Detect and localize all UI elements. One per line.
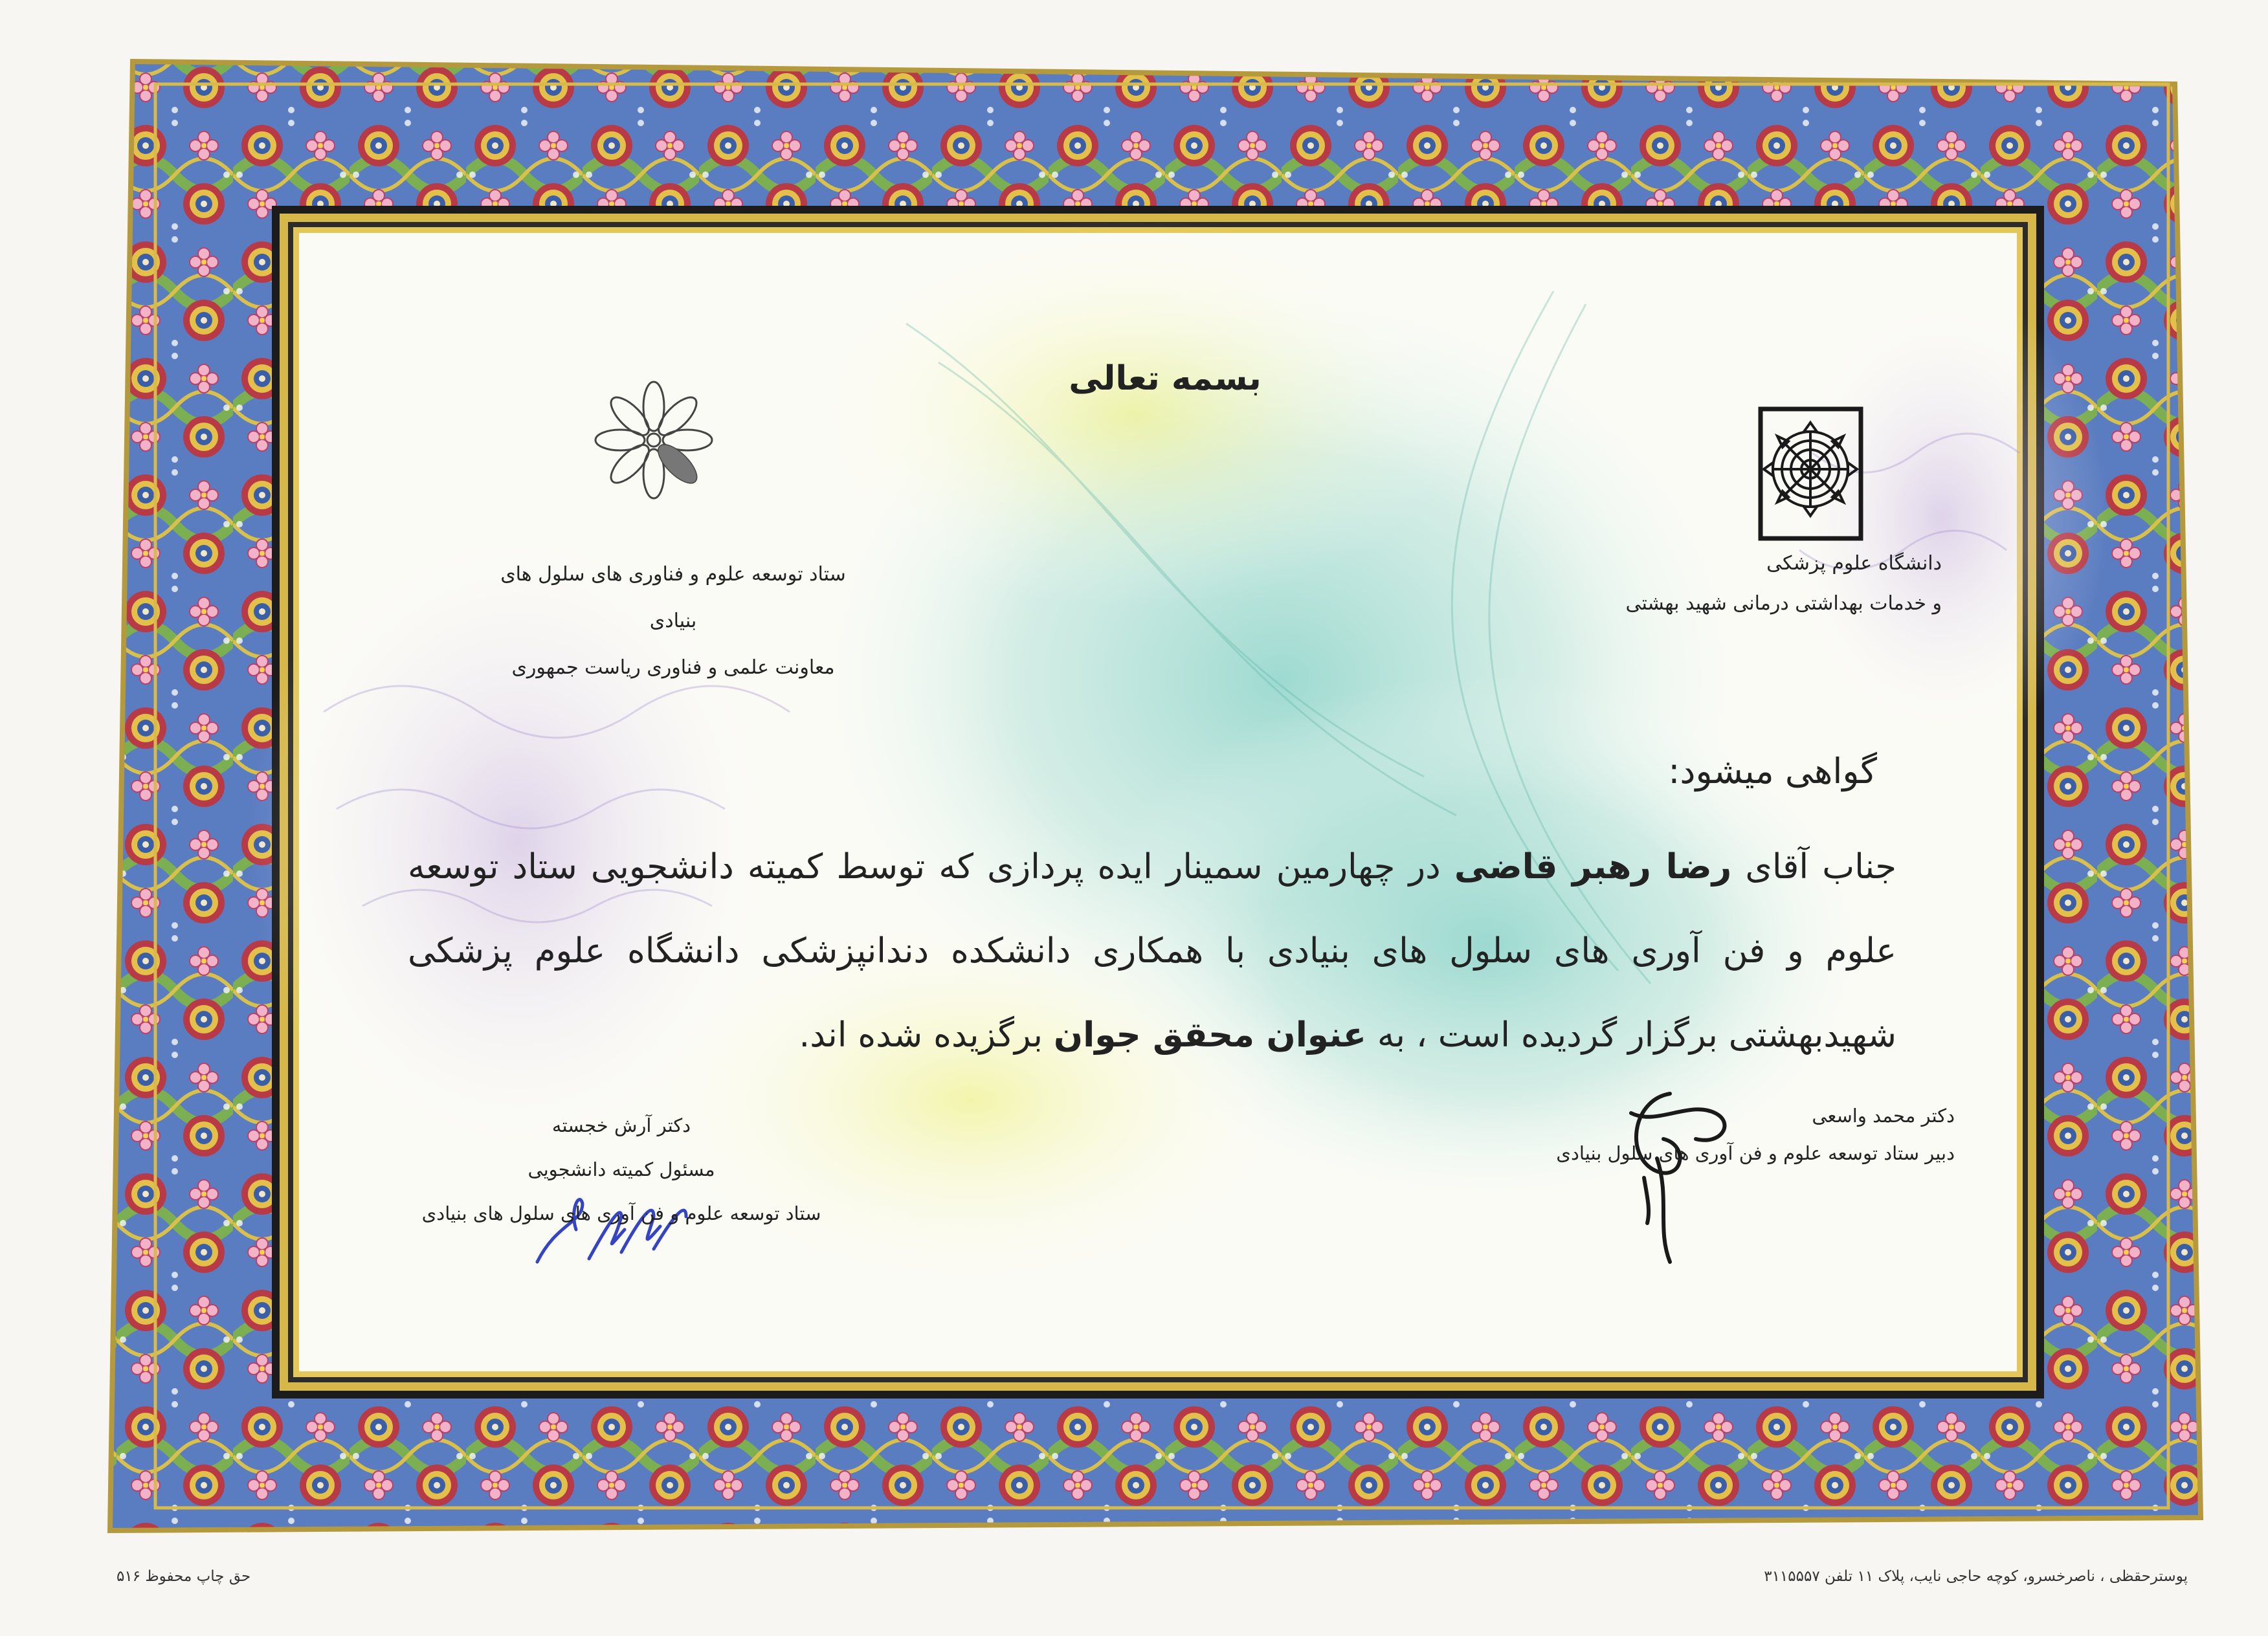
- signatory-left-name: دکتر آرش خجسته: [551, 1114, 691, 1136]
- signatory-left-org: ستاد توسعه علوم و فن آوری های سلول های بنیادی: [421, 1202, 821, 1224]
- signatory-right-role: دبیر ستاد توسعه علوم و فن آوری های سلول بنیادی: [1556, 1142, 1955, 1164]
- copyright-note: حق چاپ محفوظ ۵۱۶: [117, 1568, 251, 1585]
- signatory-right: [1424, 1097, 1955, 1172]
- signatory-left-role: مسئول کمیته دانشجویی: [528, 1158, 715, 1180]
- certificate-body: [408, 825, 1896, 1078]
- printer-address: پوسترحقظی ، ناصرخسرو، کوچه حاجی نایب، پلاک ۱۱ تلفن ۳۱۱۵۵۵۷: [1764, 1568, 2188, 1585]
- university-name: [1605, 544, 1942, 624]
- council-name: [492, 551, 854, 691]
- certificate-text-part2: در چهارمین سمینار ایده پردازی که توسط کمیته دانشجویی ستاد توسعه علوم و فن آوری های سلول های بنیادی با همکاری دانشکده دندانپزشکی دانشگاه علوم پزشکی شهیدبهشتی برگزار گردیده است ، به: [408, 847, 1896, 1055]
- basmala-heading: بسمه تعالی: [1069, 359, 1262, 398]
- university-name-line1: دانشگاه علوم پزشکی: [1766, 552, 1942, 575]
- certificate-lead: گواهی میشود:: [1668, 751, 1877, 791]
- certificate-text-part1: جناب آقای: [1731, 847, 1896, 887]
- council-name-line2: معاونت علمی و فناوری ریاست جمهوری: [511, 656, 835, 679]
- council-name-line1: ستاد توسعه علوم و فناوری های سلول های بنیادی: [500, 563, 846, 632]
- award-title: عنوان محقق جوان: [1053, 1015, 1366, 1055]
- certificate-text-part3: برگزیده شده اند.: [799, 1015, 1054, 1055]
- signatory-right-name: دکتر محمد واسعی: [1812, 1105, 1955, 1127]
- university-name-line2: و خدمات بهداشتی درمانی شهید بهشتی: [1625, 592, 1942, 615]
- recipient-name: رضا رهبر قاضی: [1454, 847, 1732, 887]
- signatory-left: [414, 1103, 828, 1235]
